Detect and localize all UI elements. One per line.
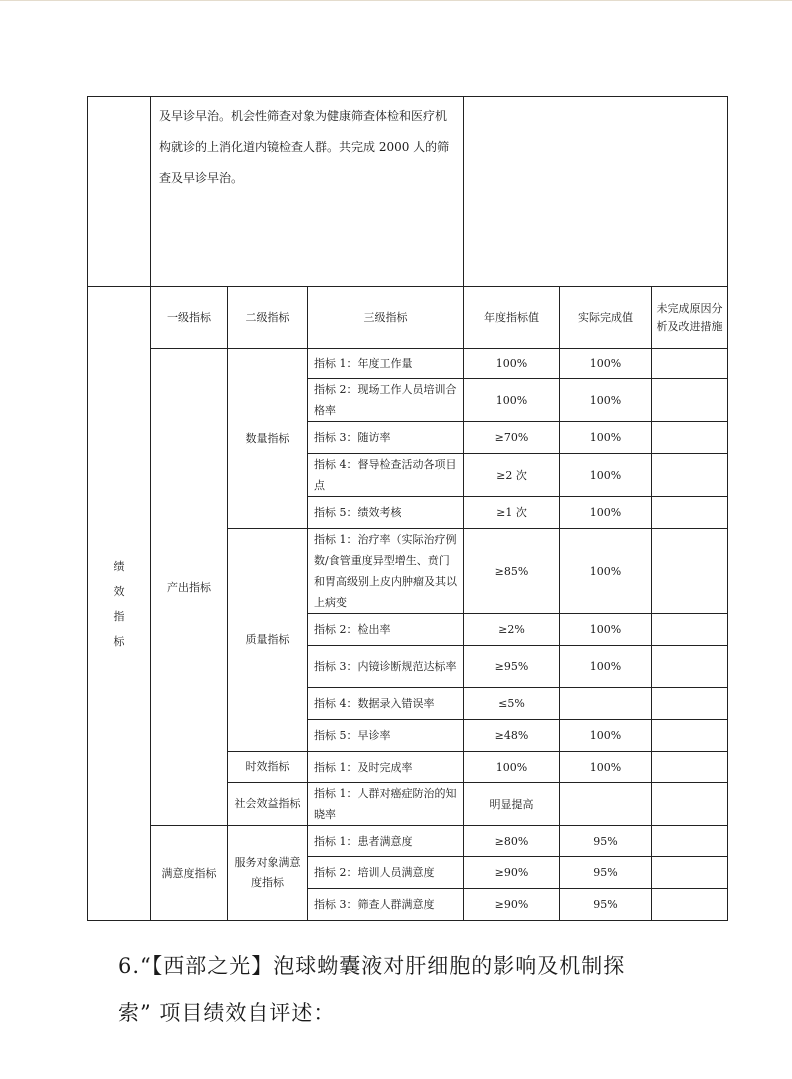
actual-value: 95%	[560, 826, 652, 857]
reason-value	[652, 614, 728, 646]
reason-value	[652, 688, 728, 720]
level1-satisfaction-cell: 满意度指标	[151, 826, 228, 921]
actual-value: 100%	[560, 379, 652, 422]
reason-value	[652, 889, 728, 921]
indicator-name: 指标 4：督导检查活动各项目点	[308, 454, 464, 497]
indicator-name: 指标 2：现场工作人员培训合格率	[308, 379, 464, 422]
reason-value	[652, 422, 728, 454]
indicator-name: 指标 5：绩效考核	[308, 497, 464, 529]
reason-value	[652, 379, 728, 422]
annual-value: 明显提高	[464, 783, 560, 826]
header-actual: 实际完成值	[560, 287, 652, 349]
actual-value: 100%	[560, 614, 652, 646]
annual-value: ≥70%	[464, 422, 560, 454]
reason-value	[652, 720, 728, 752]
annual-value: 100%	[464, 379, 560, 422]
actual-value: 100%	[560, 422, 652, 454]
intro-empty-left	[88, 97, 151, 287]
reason-value	[652, 349, 728, 379]
annual-value: ≥80%	[464, 826, 560, 857]
reason-value	[652, 454, 728, 497]
intro-text: 及早诊早治。机会性筛查对象为健康筛查体检和医疗机构就诊的上消化道内镜检查人群。共完成 2000 人的筛查及早诊早治。	[159, 109, 450, 185]
level2-timeliness-cell: 时效指标	[228, 752, 308, 783]
annual-value: 100%	[464, 349, 560, 379]
indicator-name: 指标 3：内镜诊断规范达标率	[308, 646, 464, 688]
actual-value: 100%	[560, 720, 652, 752]
actual-value: 95%	[560, 889, 652, 921]
indicator-name: 指标 4：数据录入错误率	[308, 688, 464, 720]
actual-value: 100%	[560, 497, 652, 529]
indicator-name: 指标 1：及时完成率	[308, 752, 464, 783]
annual-value: ≥95%	[464, 646, 560, 688]
indicator-name: 指标 2：检出率	[308, 614, 464, 646]
level1-output-cell: 产出指标	[151, 349, 228, 826]
actual-value: 100%	[560, 646, 652, 688]
indicator-name: 指标 1：人群对癌症防治的知晓率	[308, 783, 464, 826]
actual-value	[560, 783, 652, 826]
annual-value: ≥85%	[464, 529, 560, 614]
reason-value	[652, 752, 728, 783]
header-level1: 一级指标	[151, 287, 228, 349]
header-reason: 未完成原因分析及改进措施	[652, 287, 728, 349]
annual-value: ≤5%	[464, 688, 560, 720]
reason-value	[652, 646, 728, 688]
intro-row	[88, 97, 728, 287]
reason-value	[652, 497, 728, 529]
section-heading-line1: 6.“【西部之光】泡球蚴囊液对肝细胞的影响及机制探	[118, 954, 626, 978]
indicator-name: 指标 5：早诊率	[308, 720, 464, 752]
actual-value: 100%	[560, 529, 652, 614]
actual-value: 100%	[560, 752, 652, 783]
side-label-cell	[88, 287, 151, 921]
annual-value: ≥90%	[464, 857, 560, 889]
performance-table	[87, 96, 728, 921]
header-annual: 年度指标值	[464, 287, 560, 349]
annual-value: ≥2 次	[464, 454, 560, 497]
reason-value	[652, 783, 728, 826]
indicator-name: 指标 3：筛查人群满意度	[308, 889, 464, 921]
indicator-name: 指标 3：随访率	[308, 422, 464, 454]
section-label: 绩 效 指 标	[113, 559, 125, 648]
actual-value: 95%	[560, 857, 652, 889]
intro-empty-right	[464, 97, 728, 287]
level2-quantity-cell: 数量指标	[228, 349, 308, 529]
actual-value	[560, 688, 652, 720]
annual-value: 100%	[464, 752, 560, 783]
level2-service-cell: 服务对象满意度指标	[228, 826, 308, 921]
reason-value	[652, 529, 728, 614]
level2-social-cell: 社会效益指标	[228, 783, 308, 826]
section-heading-line2: 索” 项目绩效自评述：	[118, 1001, 336, 1025]
indicator-name: 指标 1：患者满意度	[308, 826, 464, 857]
indicator-name: 指标 1：年度工作量	[308, 349, 464, 379]
annual-value: ≥48%	[464, 720, 560, 752]
actual-value: 100%	[560, 454, 652, 497]
actual-value: 100%	[560, 349, 652, 379]
indicator-name: 指标 1：治疗率（实际治疗例数/食管重度异型增生、贲门和胃高级别上皮内肿瘤及其以上病变	[308, 529, 464, 614]
annual-value: ≥1 次	[464, 497, 560, 529]
header-row	[88, 287, 728, 349]
indicator-name: 指标 2：培训人员满意度	[308, 857, 464, 889]
header-level3: 三级指标	[308, 287, 464, 349]
annual-value: ≥90%	[464, 889, 560, 921]
page-top-rule	[0, 0, 792, 1]
reason-value	[652, 857, 728, 889]
indicator-row	[88, 349, 728, 379]
indicator-row	[88, 826, 728, 857]
level2-quality-cell: 质量指标	[228, 529, 308, 752]
reason-value	[652, 826, 728, 857]
annual-value: ≥2%	[464, 614, 560, 646]
header-level2: 二级指标	[228, 287, 308, 349]
intro-cell	[151, 97, 464, 287]
